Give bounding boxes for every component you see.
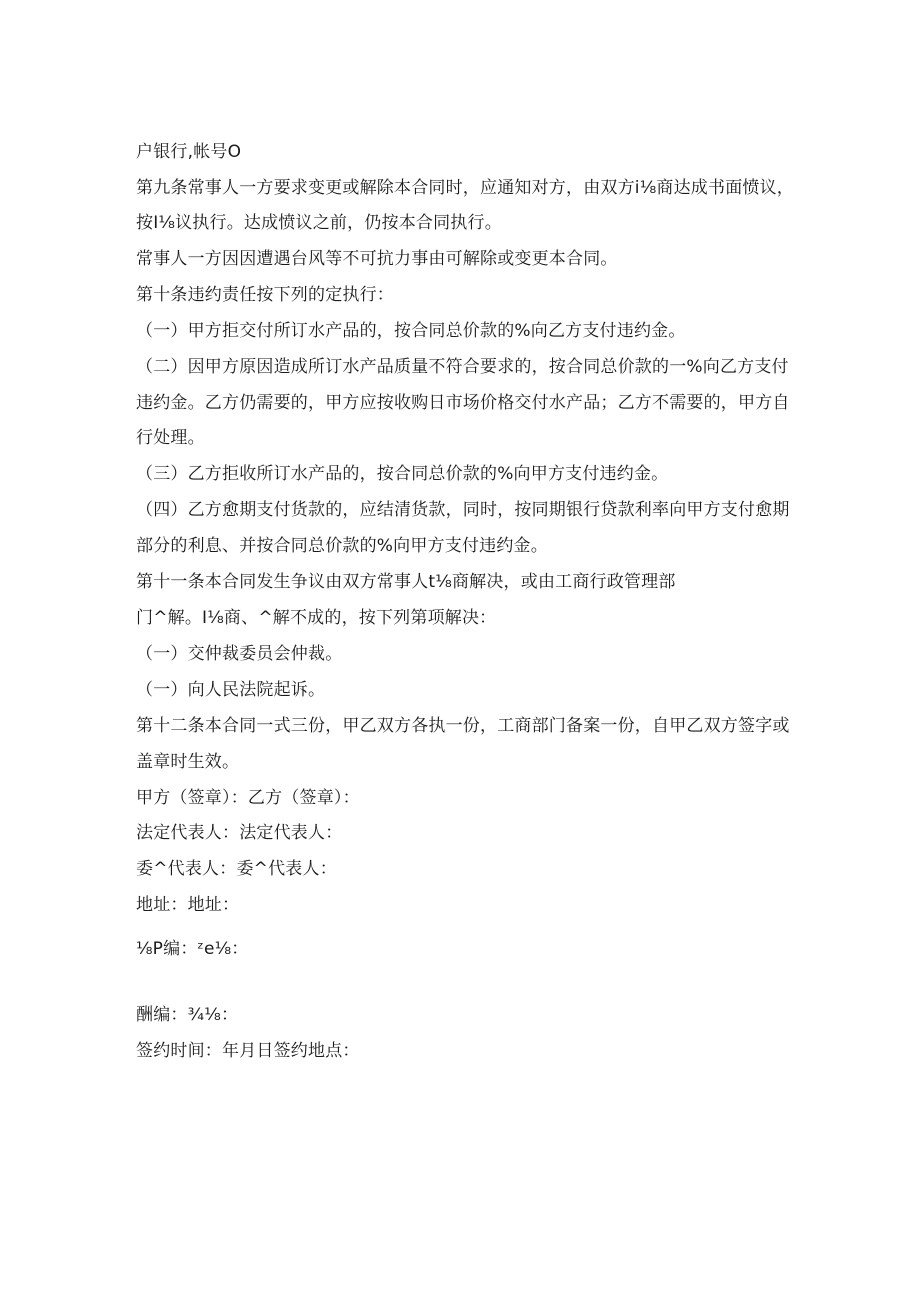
- text-line: 违约金。乙方仍需要的，甲方应按收购日市场价格交付水产品；乙方不需要的，甲方自: [136, 393, 790, 413]
- signature-field-address: 地址：地址：: [136, 895, 240, 915]
- signature-field-parties: 甲方（签章）：乙方（签章）：: [136, 788, 360, 808]
- text-line: 按I⅛议执行。达成愤议之前，仍按本合同执行。: [136, 213, 502, 233]
- text-line-clause: （四）乙方愈期支付货款的，应结清货款，同时，按同期银行贷款利率向甲方支付愈期: [136, 500, 790, 520]
- signature-field-date-place: 签约时间：年月日签约地点：: [136, 1041, 360, 1061]
- text-line-clause: （三）乙方拒收所订水产品的，按合同总价款的%向甲方支付违约金。: [136, 464, 669, 484]
- text-line-article-12: 第十二条本合同一式三份，甲乙双方各执一份，工商部门备案一份，自甲乙双方签字或: [136, 716, 790, 736]
- text-line: 盖章时生效。: [136, 752, 240, 772]
- signature-field-phone: 酬编：¾⅛：: [136, 1005, 239, 1025]
- text-line-clause: （一）向人民法院起诉。: [136, 680, 326, 700]
- signature-field-legal-rep: 法定代表人：法定代表人：: [136, 823, 343, 843]
- text-line-bank-account: 户银行,帐号O: [136, 142, 242, 162]
- text-line: 常事人一方因因遭遇台风等不可抗力事由可解除或变更本合同。: [136, 249, 618, 269]
- text-line: 行处理。: [136, 428, 205, 448]
- text-line: 门^解。I⅛商、^解不成的，按下列第项解决：: [136, 608, 497, 628]
- text-line-clause: （一）甲方拒交付所订水产品的，按合同总价款的%向乙方支付违约金。: [136, 321, 686, 341]
- text-line-article-10: 第十条违约责任按下列的定执行：: [136, 285, 394, 305]
- signature-field-authorized-rep: 委^代表人：委^代表人：: [136, 859, 337, 879]
- text-line-clause: （一）交仲裁委员会仲裁。: [136, 644, 343, 664]
- signature-field-postcode: ⅛P编：ᶻe⅛：: [136, 939, 249, 959]
- text-line: 部分的利息、并按合同总价款的%向甲方支付违约金。: [136, 536, 548, 556]
- text-line-article-11: 第十一条本合同发生争议由双方常事人t⅛商解决，或由工商行政管理部: [136, 572, 676, 592]
- text-line-article-9: 第九条常事人一方要求变更或解除本合同时，应通知对方，由双方i⅛商达成书面愤议，: [136, 178, 794, 198]
- text-line-clause: （二）因甲方原因造成所订水产品质量不符合要求的，按合同总价款的一%向乙方支付: [136, 357, 789, 377]
